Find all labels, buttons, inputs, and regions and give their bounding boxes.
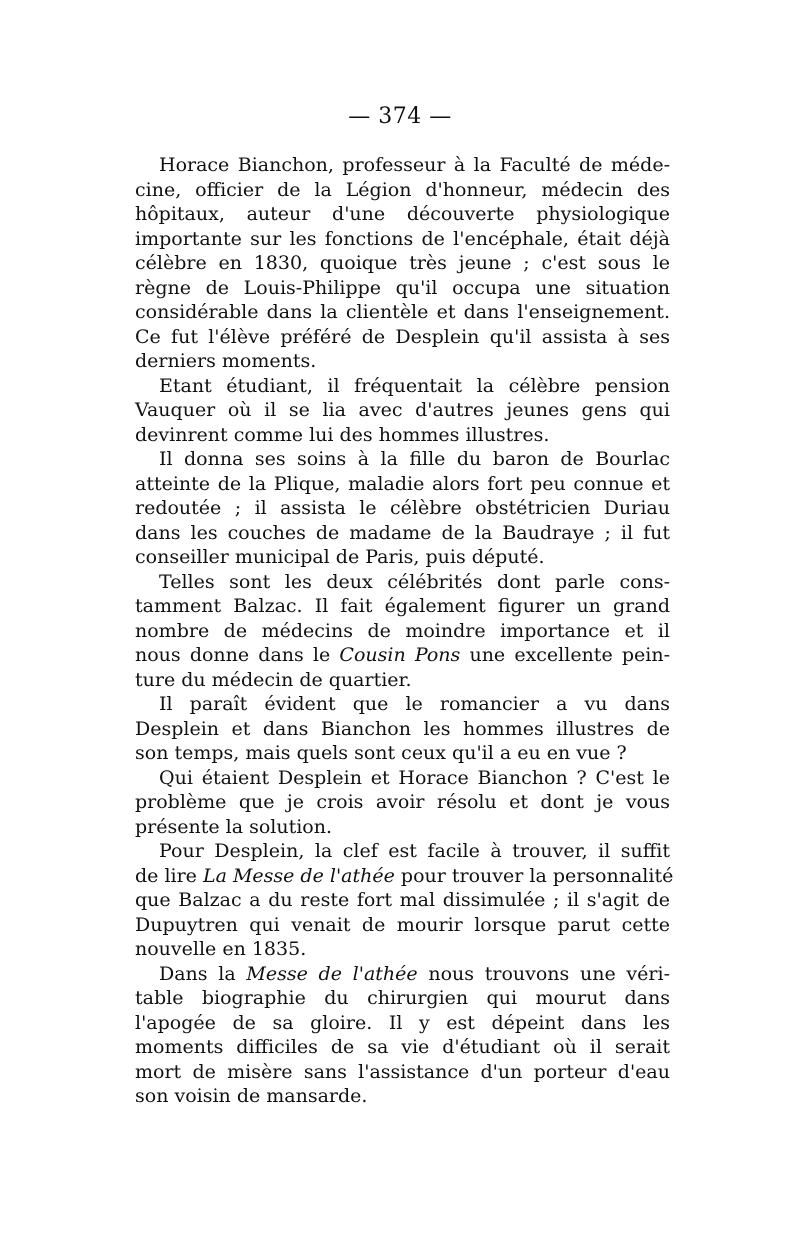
text-line: son voisin de mansarde. <box>135 1085 368 1107</box>
text-line: table biographie du chirurgien qui mourut dans <box>135 987 670 1009</box>
paragraph-1 <box>135 153 670 374</box>
text-line: que Balzac a du reste fort mal dissimulée ; il s'agit de <box>135 889 670 911</box>
text-segment: nous trouvons une véri- <box>417 962 670 985</box>
paragraph-5 <box>135 692 670 766</box>
text-line: Qui étaient Desplein et Horace Bianchon ? C'est le <box>159 766 670 789</box>
paragraph-4 <box>135 570 670 693</box>
text-line: son temps, mais quels sont ceux qu'il a eu en vue ? <box>135 742 627 764</box>
text-line: devinrent comme lui des hommes illustres. <box>135 423 550 446</box>
text-line: règne de Louis-Philippe qu'il occupa une situation <box>135 276 670 299</box>
paragraph-2 <box>135 374 670 448</box>
text-line: Il paraît évident que le romancier a vu dans <box>159 693 670 715</box>
text-line: Desplein et dans Bianchon les hommes illustres de <box>135 717 670 740</box>
text-line: atteinte de la Plique, maladie alors fort peu connue et <box>135 472 670 495</box>
text-line: redoutée ; il assista le célèbre obstétricien Duriau <box>135 497 670 519</box>
paragraph-7 <box>135 839 674 962</box>
paragraph-3 <box>135 447 670 570</box>
text-line: célèbre en 1830, quoique très jeune ; c'est sous le <box>135 252 670 274</box>
text-segment: de lire <box>135 864 203 887</box>
book-title: La Messe de l'athée <box>202 864 395 887</box>
text-line: Pour Desplein, la clef est facile à trouver, il suffit <box>159 840 670 862</box>
book-title: Cousin Pons <box>339 644 461 666</box>
text-segment: pour trouver la personnalité <box>394 864 674 887</box>
text-segment: une excellente pein- <box>460 644 670 666</box>
text-line: nombre de médecins de moindre importance et il <box>135 619 670 642</box>
text-line: tamment Balzac. Il fait également figurer un grand <box>135 595 670 617</box>
text-line: Etant étudiant, il fréquentait la célèbre pension <box>159 374 670 397</box>
text-line: considérable dans la clientèle et dans l'enseignement. <box>135 301 670 323</box>
body-text <box>135 153 674 1109</box>
text-line: Telles sont les deux célébrités dont parle cons- <box>159 570 670 593</box>
text-line: Dupuytren qui venait de mourir lorsque parut cette <box>135 913 670 936</box>
text-line: Il donna ses soins à la fille du baron de Bourlac <box>159 448 670 470</box>
text-line: ture du médecin de quartier. <box>135 668 412 691</box>
text-line: Horace Bianchon, professeur à la Faculté de méde- <box>159 154 670 176</box>
text-line: problème que je crois avoir résolu et dont je vous <box>135 791 670 813</box>
text-line: moments difficiles de sa vie d'étudiant où il serait <box>135 1036 670 1058</box>
text-line-with-title <box>135 864 674 889</box>
text-line: hôpitaux, auteur d'une découverte physiologique <box>135 203 670 225</box>
book-title: Messe de l'athée <box>246 962 418 985</box>
text-line: Vauquer où il se lia avec d'autres jeunes gens qui <box>135 399 670 421</box>
text-line: dans les couches de madame de la Baudraye ; il fut <box>135 521 670 544</box>
text-line: conseiller municipal de Paris, puis député. <box>135 546 545 568</box>
text-line: présente la solution. <box>135 815 333 838</box>
text-line: importante sur les fonctions de l'encéphale, était déjà <box>135 227 670 250</box>
text-line: l'apogée de sa gloire. Il y est dépeint dans les <box>135 1011 670 1034</box>
text-line: mort de misère sans l'assistance d'un porteur d'eau <box>135 1060 670 1083</box>
text-line: Ce fut l'élève préféré de Desplein qu'il assista à ses <box>135 325 670 348</box>
paragraph-8 <box>135 962 670 1109</box>
text-segment: nous donne dans le <box>135 644 340 666</box>
text-line: cine, officier de la Légion d'honneur, médecin des <box>135 178 670 201</box>
text-line-with-title <box>135 962 670 987</box>
text-line-with-title <box>135 643 670 668</box>
page-number: — 374 — <box>348 104 452 129</box>
paragraph-6 <box>135 766 670 840</box>
text-segment: Dans la <box>159 962 247 985</box>
text-line: derniers moments. <box>135 350 317 372</box>
text-line: nouvelle en 1835. <box>135 938 307 960</box>
